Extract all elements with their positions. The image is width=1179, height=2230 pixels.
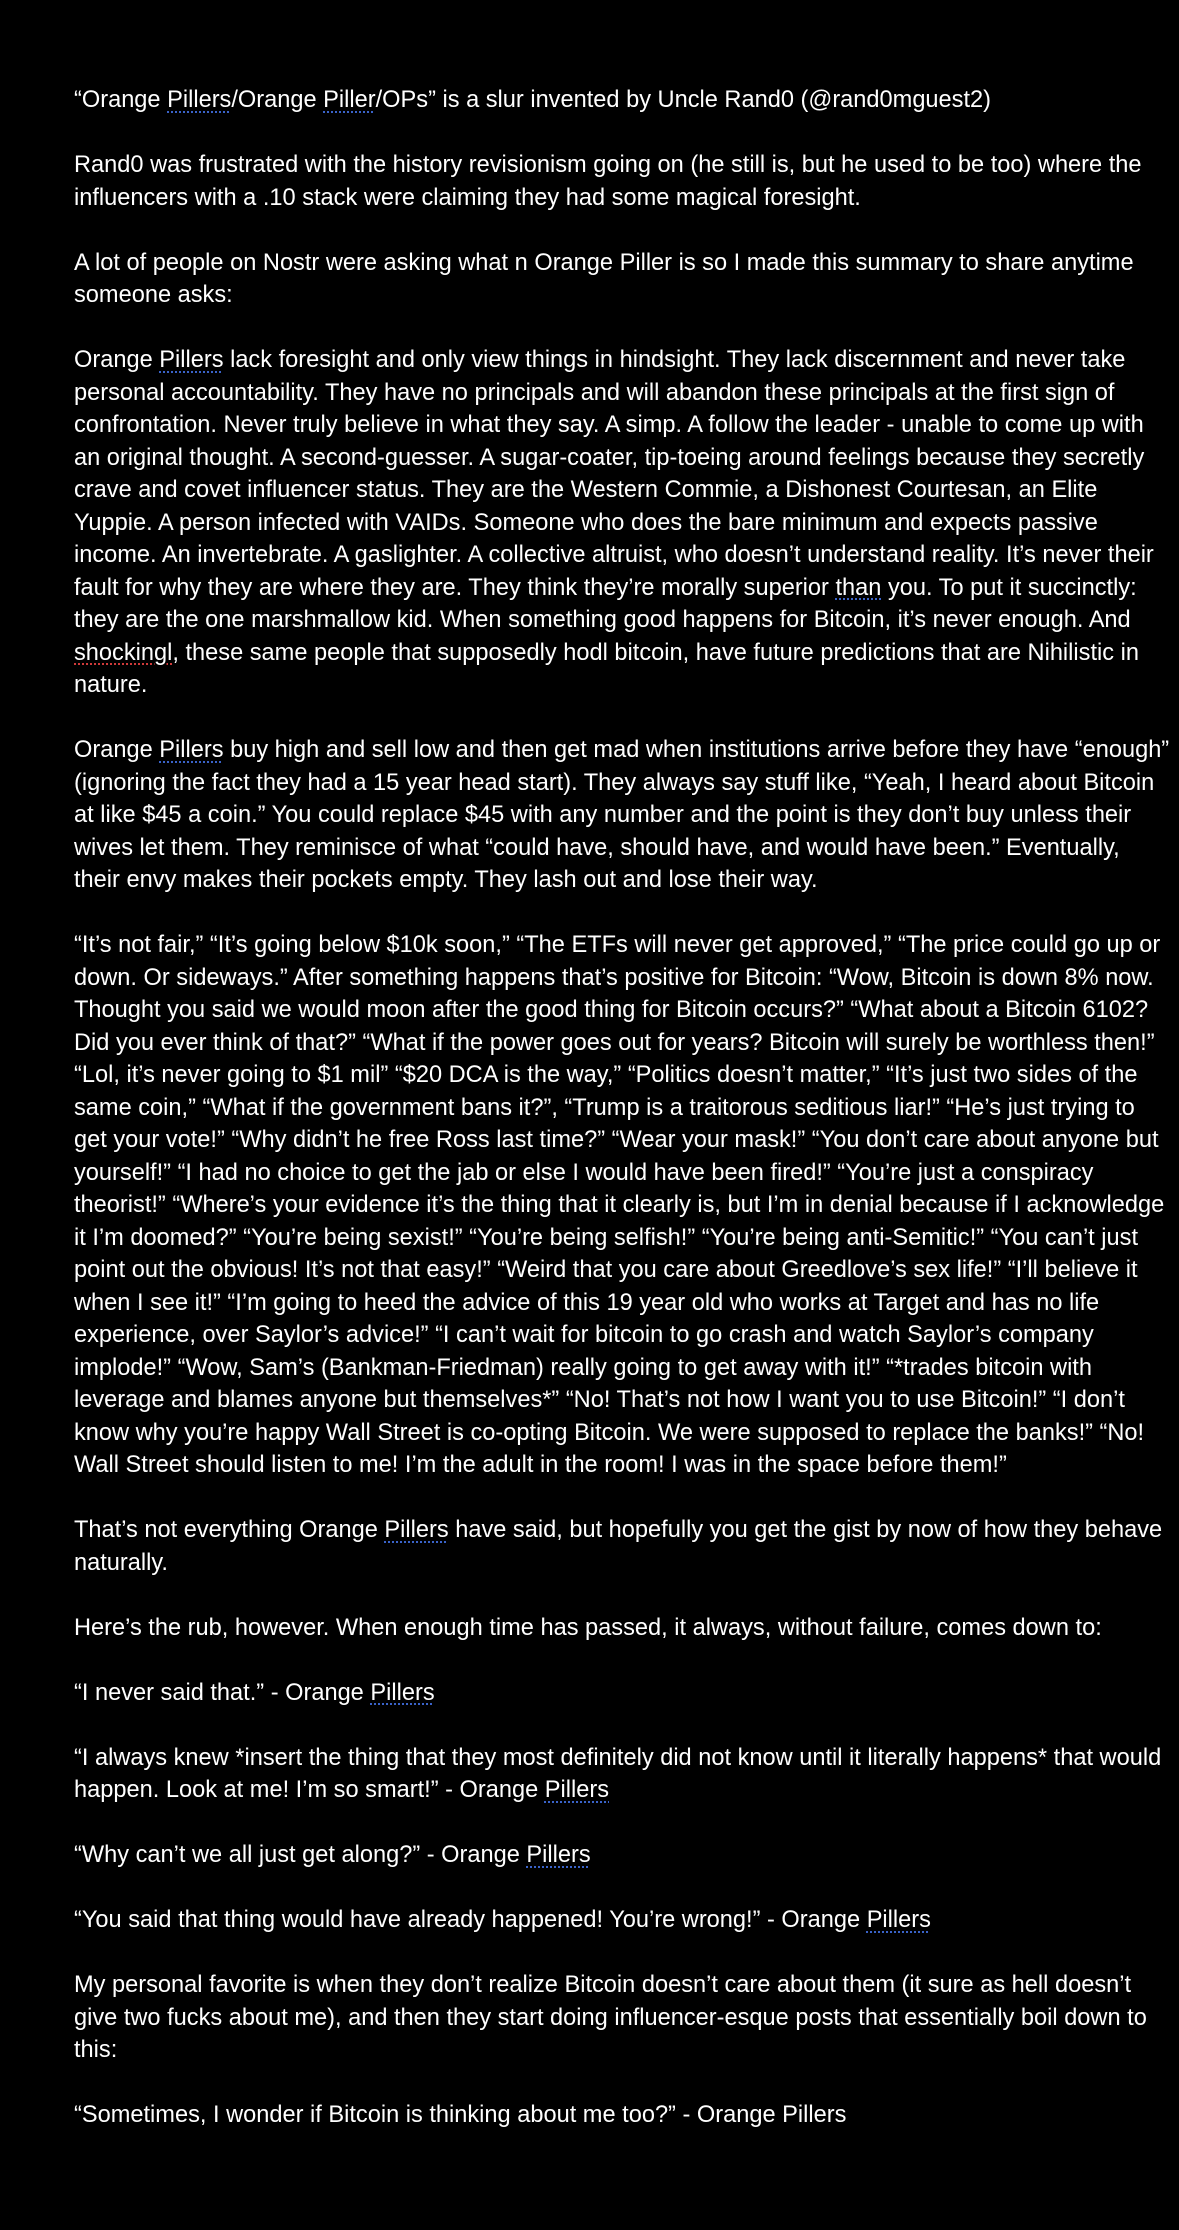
text-run: /OPs” is a slur invented by Uncle Rand0 (@rand0mguest2)	[375, 87, 992, 113]
text-run: “Orange	[74, 87, 168, 113]
spellcheck-flagged-word[interactable]: Pillers	[167, 87, 232, 113]
quote-always-knew	[74, 1742, 1170, 1807]
spellcheck-flagged-word[interactable]: Pillers	[159, 737, 224, 763]
text-run: , these same people that supposedly hodl bitcoin, have future predictions that are Nihilistic in nature.	[74, 639, 1139, 698]
text-run: you. To put it succinctly: they are the one marshmallow kid. When something good happens for Bitcoin, it’s never enough. And	[74, 574, 1137, 633]
spellcheck-error-word[interactable]: shockingl	[74, 639, 173, 666]
text-run: /Orange	[231, 87, 324, 113]
text-run: buy high and sell low and then get mad when institutions arrive before they have “enough” (ignoring the fact they had a 15 year head start). They always say stuff like, “Yeah, I heard about Bitcoin at like $45 a coin.” You could replace $45 with any number and the point is they don’t buy unless their wives let them. They reminisce of what “could have, should have, and would have been.” Eventually, their envy makes their pockets empty. They lash out and lose their way.	[74, 737, 1170, 893]
paragraph-quotes: “It’s not fair,” “It’s going below $10k soon,” “The ETFs will never get approved,” “The price could go up or down. Or sideways.” After something happens that’s positive for Bitcoin: “Wow, Bitcoin is down 8% now. Thought you said we would moon after the good thing for Bitcoin occurs?” “What about a Bitcoin 6102? Did you ever think of that?” “What if the power goes out for years? Bitcoin will surely be worthless then!” “Lol, it’s never going to $1 mil” “$20 DCA is the way,” “Politics doesn’t matter,” “It’s just two sides of the same coin,” “What if the government bans it?”, “Trump is a traitorous seditious liar!” “He’s just trying to get your vote!” “Why didn’t he free Ross last time?” “Wear your mask!” “You don’t care about anyone but yourself!” “I had no choice to get the jab or else I would have been fired!” “You’re just a conspiracy theorist!” “Where’s your evidence it’s the thing that it clearly is, but I’m in denial because if I acknowledge it I’m doomed?” “You’re being sexist!” “You’re being selfish!” “You’re being anti-Semitic!” “You can’t just point out the obvious! It’s not that easy!” “Weird that you care about Greedlove’s sex life!” “I’ll believe it when I see it!” “I’m going to heed the advice of this 19 year old who works at Target and has no life experience, over Saylor’s advice!” “I can’t wait for bitcoin to go crash and watch Saylor’s company implode!” “Wow, Sam’s (Bankman-Friedman) really going to get away with it!” “*trades bitcoin with leverage and blames anyone but themselves*” “No! That’s not how I want you to use Bitcoin!” “I don’t know why you’re happy Wall Street is co-opting Bitcoin. We were supposed to replace the banks!” “No! Wall Street should listen to me! I’m the adult in the room! I was in the space before them!”	[74, 932, 1165, 1478]
spellcheck-flagged-word[interactable]: Pillers	[866, 1907, 931, 1933]
text-run: That’s not everything Orange	[74, 1517, 385, 1543]
spellcheck-flagged-word[interactable]: Piller	[323, 87, 376, 113]
quote-never-said	[74, 1677, 1170, 1710]
paragraph-personal-favorite: My personal favorite is when they don’t realize Bitcoin doesn’t care about them (it sure as hell doesn’t give two fucks about me), and then they start doing influencer-esque posts that essentially boil down to this:	[74, 1972, 1147, 2063]
paragraph-intro	[74, 84, 1170, 117]
paragraph-the-rub: Here’s the rub, however. When enough time has passed, it always, without failure, comes down to:	[74, 1614, 1102, 1641]
text-run: have said, but hopefully you get the gist by now of how they behave naturally.	[74, 1517, 1163, 1576]
spellcheck-flagged-word[interactable]: Pillers	[370, 1679, 435, 1706]
spellcheck-flagged-word[interactable]: Pillers	[159, 347, 224, 373]
paragraph-traits	[74, 344, 1170, 702]
grammar-flagged-word[interactable]: than	[835, 574, 882, 601]
text-run: “Why can’t we all just get along?” - Orange	[74, 1842, 527, 1868]
text-run: Orange	[74, 347, 160, 373]
spellcheck-flagged-word[interactable]: Pillers	[544, 1777, 610, 1803]
text-run: “I never said that.” - Orange	[74, 1679, 371, 1706]
paragraph-not-everything	[74, 1514, 1170, 1579]
spellcheck-flagged-word[interactable]: Pillers	[526, 1842, 591, 1868]
quote-get-along	[74, 1839, 1170, 1872]
document-body	[74, 84, 1170, 2164]
paragraph-buy-high	[74, 734, 1170, 897]
text-run: Orange	[74, 737, 160, 763]
spellcheck-flagged-word[interactable]: Pillers	[384, 1517, 449, 1543]
quote-sometimes-wonder: “Sometimes, I wonder if Bitcoin is thinking about me too?” - Orange Pillers	[74, 2102, 847, 2128]
paragraph-nostr-summary: A lot of people on Nostr were asking what n Orange Piller is so I made this summary to share anytime someone asks:	[74, 249, 1134, 308]
text-run: lack foresight and only view things in hindsight. They lack discernment and never take personal accountability. They have no principals and will abandon these principals at the first sign of confrontation. Never truly believe in what they say. A simp. A follow the leader - unable to come up with an original thought. A second-guesser. A sugar-coater, tip-toeing around feelings because they secretly crave and covet influencer status. They are the Western Commie, a Dishonest Courtesan, an Elite Yuppie. A person infected with VAIDs. Someone who does the bare minimum and expects passive income. An invertebrate. A gaslighter. A collective altruist, who doesn’t understand reality. It’s never their fault for why they are where they are. They think they’re morally superior	[74, 347, 1154, 601]
paragraph-rand0-context: Rand0 was frustrated with the history revisionism going on (he still is, but he used to be too) where the influencers with a .10 stack were claiming they had some magical foresight.	[74, 152, 1142, 211]
text-run: “I always knew *insert the thing that they most definitely did not know until it literally happens* that would happen. Look at me! I’m so smart!” - Orange	[74, 1744, 1162, 1803]
text-run: “You said that thing would have already happened! You’re wrong!” - Orange	[74, 1907, 867, 1933]
quote-youre-wrong	[74, 1904, 1170, 1937]
